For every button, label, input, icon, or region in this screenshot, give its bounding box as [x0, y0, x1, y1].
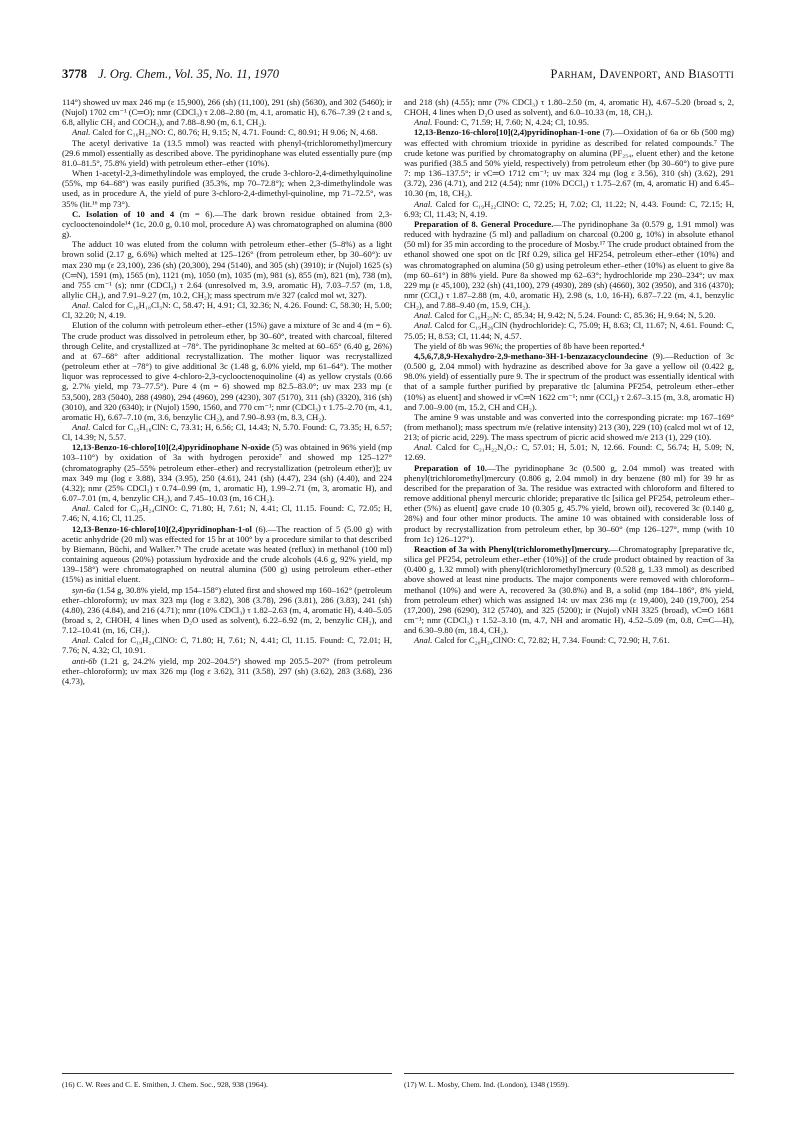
paragraph	[404, 127, 734, 198]
italic-text: Anal.	[72, 127, 91, 138]
paragraph	[404, 351, 734, 412]
header-left	[62, 64, 279, 84]
italic-text: Anal.	[414, 442, 433, 453]
body-text: 114°) showed uv max 246 mμ (ε 15,900), 266 (sh) (11,100), 291 (sh) (5630), and 302 (5460); ir (Nujol) 1702 cm⁻¹ (C═O); nmr (CDCl₃) τ 2.08–2.80 (m, 4.1, aromatic H), 6.76–7.39 (2 t and s, 6.8, allylic CH₂ and COCH₃), and 7.88–8.90 (m, 6.1, CH₂).	[62, 97, 392, 128]
body-text: The amine 9 was unstable and was converted into the corresponding picrate: mp 167–169° (from methanol); mass spectrum m/e (relative intensity) 213 (30), 229 (10) (calcd mol wt of 12, 213; of picric acid, 229). The mass spectrum of picric acid showed m/e 213 (1), 229 (10).	[404, 411, 734, 443]
bold-heading: C. Isolation of 10 and 4	[72, 208, 175, 219]
body-text: —The pyridinophane 3a (0.579 g, 1.91 mmol) was reduced with hydrazine (5 ml) and palladium on charcoal (0.200 g, 10%) in absolute ethanol (50 ml) for 35 min according to the procedure of Mosby.¹⁷ The crude product obtained from the ethanol showed one spot on tlc [Rf 0.29, silica gel HF254, petroleum ether–ether (10%) and was chromatographed on alumina (50 g) using petroleum ether–ether (10%) as eluent to give 8a (mp 60–61°) in 88% yield. Pure 8a showed mp 62–63°; hydrochloride mp 230–234°; uv max 229 mμ (ε 45,100), 232 (sh) (41,100), 279 (4930), 289 (sh) (4660), 302 (3950), and 316 (4370); nmr (CCl₄) τ 1.87–2.88 (m, 4.0, aromatic H), 2.98 (s, 1.0, 16-H), 6.87–7.22 (m, 4.1, benzylic CH₂), and 7.88–9.40 (m, 15.9, CH₂).	[404, 218, 734, 311]
footnote-right: (17) W. L. Mosby, Chem. Ind. (London), 1348 (1959).	[404, 1080, 570, 1089]
bold-heading: 4,5,6,7,8,9-Hexahydro-2,9-methano-3H-1-benzazacycloundecine	[414, 350, 648, 361]
footnote-rule-left	[62, 1073, 392, 1074]
italic-text: syn-6a	[72, 584, 95, 595]
italic-text: Anal.	[414, 117, 433, 128]
paragraph	[62, 503, 392, 523]
body-text: The acetyl derivative 1a (13.5 mmol) was reacted with phenyl-(trichloromethyl)mercury (29.6 mmol) essentially as described above. The pyridinophane was eluted essentially pure (mp 81.0–81.5°, 75.8% yield) with petroleum ether–ether (10%).	[62, 137, 392, 168]
body-text: (6).—The reaction of 5 (5.00 g) with acetic anhydride (20 ml) was effected for 15 hr at 100° by a procedure similar to that described by Biemann, Büchi, and Walker.⁷ᵇ The crude acetate was heated (reflux) in methanol (100 ml) containing aqueous (20%) potassium hydroxide and the crude alcohols (4.6 g, 92% yield, mp 139–158°) were chromatographed on neutral alumina (500 g) using petroleum ether–ether (15%) as initial eluent.	[62, 523, 392, 585]
journal-citation: J. Org. Chem., Vol. 35, No. 11, 1970	[98, 67, 280, 81]
body-text: (9).—Reduction of 3c (0.500 g, 2.04 mmol) with hydrazine as described above for 3a gave a yellow oil (0.422 g, 98.0% yield) of essentially pure 9. The ir spectrum of the product was essentially identical with that of a sample further purified by preparative tlc [alumina PF254, petroleum ether–ether (10%) as eluent] and showed ir νC═N 1622 cm⁻¹; nmr (CCl₄) τ 2.67–3.15 (m, 3.8, aromatic H) and 7.00–9.00 (m, 15.2, CH and CH₂).	[404, 350, 734, 412]
paragraph	[404, 341, 734, 351]
body-text: (7).—Oxidation of 6a or 6b (500 mg) was effected with chromium trioxide in pyridine as described for related compounds.⁷ The crude ketone was purified by chromatography on alumina (PF₂₅₄, eluent ether) and the ketone was purified (38.5 and 50% yield, respectively) from petroleum ether (bp 30–60°) to give pure 7: mp 136–137.5°; ir νC═O 1712 cm⁻¹; uv max 324 mμ (log ε 3.56), 310 (sh) (3.62), 291 (3.72), 236 (4.71), and 212 (4.54); nmr (10% DCCl₃) τ 1.75–2.67 (m, 4, aromatic H) and 6.45–10.30 (m, 18, CH₂).	[404, 127, 734, 199]
paragraph	[404, 199, 734, 219]
body-text: Calcd for C₁₉H₂₄ClNO: C, 71.80; H, 7.61; N, 4.41; Cl, 11.15. Found: C, 72.05; H, 7.46; N, 4.16; Cl, 11.25.	[62, 503, 392, 524]
italic-text: Anal.	[72, 300, 91, 311]
paragraph	[404, 635, 734, 645]
italic-text: Anal.	[414, 320, 433, 331]
paragraph	[62, 320, 392, 422]
body-text: When 1-acetyl-2,3-dimethylindole was employed, the crude 3-chloro-2,4-dimethylquinoline (55%, mp 64–68°) was easily purified (35.3%, mp 70–72.8°); when 2,3-dimethylindole was used, as in procedure A, the yield of pure 3-chloro-2,4-dimethyl-quinoline, mp 71–72.5°, was 35% (lit.¹⁶ mp 73°).	[62, 168, 392, 209]
body-text: (m = 6).—The dark brown residue obtained from 2,3-cyclooctenoindole¹⁴ (1c, 20.0 g, 0.10 mol, procedure A) was chromatographed on alumina (800 g).	[62, 208, 393, 240]
paragraph	[62, 138, 392, 168]
page-header	[62, 64, 734, 84]
body-text: (5) was obtained in 96% yield (mp 103–110°) by oxidation of 3a with hydrogen peroxide⁷ and showed mp 125–127° (chromatography (25–55% petroleum ether–ether) and recrystallization (petroleum ether)]; uv max 349 mμ (log ε 3.88), 334 (3.95), 250 (4.61), 241 (sh) (4.47), 234 (sh) (4.40), and 224 (4.32); nmr (25% CDCl₃) τ 0.74–0.99 (m, 1, aromatic H), 1.99–2.71 (m, 3, aromatic H), and 6.07–7.01 (m, 4, benzylic CH₂), and 7.45–10.03 (m, 16 CH₂).	[62, 442, 393, 504]
italic-text: Anal.	[414, 310, 433, 321]
bold-heading: Preparation of 8. General Procedure.	[414, 218, 554, 229]
paragraph	[62, 209, 392, 239]
body-text: Calcd for C₁₉H₂₆ClN (hydrochloride): C, 75.09; H, 8.63; Cl, 11.67; N, 4.61. Found: C, 75.05; H, 8.53; Cl, 11.44; N, 4.57.	[404, 320, 734, 341]
body-text: Calcd for C₁₆H₂₂NO: C, 80.76; H, 9.15; N, 4.71. Found: C, 80.91; H 9.06; N, 4.68.	[90, 127, 378, 138]
italic-text: Anal.	[414, 635, 433, 646]
paragraph	[404, 219, 734, 310]
bold-heading: 12,13-Benzo-16-chloro[10](2,4)pyridinophan-1-ol	[72, 523, 252, 534]
body-text: (1.54 g, 30.8% yield, mp 154–158°) eluted first and showed mp 160–162° (petroleum ether–chloroform); uv max 323 mμ (log ε 3.82), 308 (3.78), 296 (3.81), 286 (3.83), 241 (sh) (4.80), 236 (4.84), and 216 (4.71); nmr (10% CDCl₃) τ 1.82–2.63 (m, 4, aromatic H), 4.40–5.05 (broad s, 2, CHOH, 4 lines when D₂O used as solvent), 6.22–6.92 (m, 2, benzylic CH₂), and 7.12–10.41 (m, 16, CH₂).	[62, 584, 392, 636]
body-text: —The pyridinophane 3c (0.500 g, 2.04 mmol) was treated with phenyl(trichloromethyl)mercury (0.806 g, 2.04 mmol) in dry benzene (80 ml) for 39 hr as described for the preparation of 3a. The residue was extracted with chloroform and filtered to remove additional phenyl mercuric chloride; preparative tlc [silica gel PF254, petroleum ether–ether (5%) as eluent] gave crude 10 (0.305 g, 45.7% yield, brown oil), recovered 3c (0.140 g, 28%) and four other minor products. The amine 10 was obtained with considerable loss of product by recrystallization from petroleum ether, bp 30–60° (mp 126–127°, mmp (with 10 from 1c) 126–127°).	[404, 462, 734, 544]
paragraph-continued	[404, 97, 734, 117]
right-text-column	[404, 97, 734, 645]
bold-heading: 12,13-Benzo-16-chloro[10](2,4)pyridinophane N-oxide	[72, 442, 270, 453]
bold-heading: Reaction of 3a with Phenyl(trichloromethyl)mercury.	[414, 543, 610, 554]
paragraph	[62, 127, 392, 137]
body-text: Elution of the column with petroleum ether–ether (15%) gave a mixture of 3c and 4 (m = 6). The crude product was dissolved in petroleum ether, bp 30–60°, treated with charcoal, filtered through Celite, and crystallized at −78°. The pyridinophane 3c melted at 60–65° (6.40 g, 26%) and at 67–68° after additional recrystallization. The mother liquor was recrystallized (petroleum ether at −78°) to give additional 3c (1.48 g, 6.0% yield, mp 61–64°). The mother liquor was reprocessed to give 4-chloro-2,3-cyclooctenoquinoline (4) as yellow crystals (0.66 g, 2.7% yield, mp 73–77.5°). Pure 4 (m = 6) showed mp 82.5–83.0°; uv max 233 mμ (ε 53,500), 283 (5040), 288 (4980), 294 (4960), 299 (4230), 307 (5170), 311 (sh) (3320), 316 (sh) (3010), and 320 (6340); ir (Nujol) 1590, 1560, and 770 cm⁻¹; nmr (CDCl₃) τ 1.75–2.70 (m, 4.1, aromatic H), 6.67–7.10 (m, 3.6, benzylic CH₂), and 7.90–8.93 (m, 8.3, CH₂).	[62, 320, 392, 422]
body-text: Calcd for C₁₉H₂₅N: C, 85.34; H, 9.42; N, 5.24. Found: C, 85.36; H, 9.64; N, 5.20.	[432, 310, 716, 321]
paragraph	[62, 656, 392, 686]
body-text: Calcd for C₂₀H₂₄ClNO: C, 72.82; H, 7.34. Found: C, 72.90; H, 7.61.	[432, 635, 670, 646]
body-text: Calcd for C₁₉H₂₄ClNO: C, 71.80; H, 7.61; N, 4.41; Cl, 11.15. Found: C, 72.01; H, 7.76; N, 4.32; Cl, 10.91.	[62, 635, 392, 656]
paragraph	[62, 442, 392, 503]
paragraph-continued	[62, 97, 392, 127]
body-text: (1.21 g, 24.2% yield, mp 202–204.5°) showed mp 205.5–207° (from petroleum ether–chloroform); uv max 326 mμ (log ε 3.62), 311 (3.58), 297 (sh) (3.62), 283 (3.68), 236 (4.73),	[62, 655, 392, 686]
paragraph	[62, 168, 392, 209]
italic-text: Anal.	[72, 635, 91, 646]
paragraph	[62, 300, 392, 320]
footnote-left: (16) C. W. Rees and C. E. Smithen, J. Chem. Soc., 928, 938 (1964).	[62, 1080, 268, 1089]
body-text: Calcd for C₁₉H₂₂ClNO: C, 72.25; H, 7.02; Cl, 11.22; N, 4.43. Found: C, 72.15; H, 6.93; Cl, 11.43; N, 4.19.	[404, 198, 734, 219]
paragraph	[62, 585, 392, 636]
paragraph	[404, 463, 734, 544]
italic-text: Anal.	[72, 422, 91, 432]
paragraph	[404, 442, 734, 462]
bold-heading: Preparation of 10.	[414, 462, 487, 473]
paragraph	[404, 117, 734, 127]
bold-heading: 12,13-Benzo-16-chloro[10](2,4)pyridinophan-1-one	[414, 127, 601, 138]
body-text: —Chromatography [preparative tlc, silica gel PF254, petroleum ether–ether (10%)] of the crude product obtained by reaction of 3a (0.400 g, 1.32 mmol) with phenyl(trichloromethyl)mercury (0.528 g, 1.33 mmol) as described above showed at least nine products. The major components were removed with chloroform–methanol (10%) and were A, recovered 3a (30.8%) and B, a solid (mp 184–186°, 8% yield, from petroleum ether) which was assigned 14: uv max 236 mμ (ε 19,400), 240 (19,700), 254 (17,200), 298 (6290), 312 (5740), and 325 (5200); ir (Nujol) νNH 3325 (broad), νC═O 1681 cm⁻¹; nmr (CDCl₃) τ 1.52–3.10 (m, 4.7, NH and aromatic H), 4.52–5.09 (m, 0.8, C═C—H), and 6.30–9.80 (m, 18.4, CH₂).	[404, 543, 734, 636]
paragraph	[62, 239, 392, 300]
paragraph	[404, 412, 734, 442]
page-number: 3778	[62, 67, 87, 81]
paragraph	[62, 524, 392, 585]
paragraph	[404, 544, 734, 635]
body-text: The adduct 10 was eluted from the column with petroleum ether–ether (5–8%) as a light brown solid (2.17 g, 6.6%) which melted at 125–126° (from petroleum ether, bp 30–60°): uv max 230 mμ (ε 23,100), 236 (sh) (20,300), 294 (5140), and 305 (sh) (3910); ir (Nujol) 1625 (s) (C═N), 1591 (m), 1565 (m), 1121 (m), 1050 (m), 1035 (m), 981 (s), 855 (m), 821 (m), 738 (m), and 755 cm⁻¹ (s); nmr (CDCl₃) τ 2.64 (unresolved m, 3.9, aromatic H), 7.03–7.57 (m, 1.8, allylic CH₂), and 7.91–9.27 (m, 10.2, CH₂); mass spectrum m/e 327 (calcd mol wt, 327).	[62, 239, 392, 300]
body-text: Calcd for C₁₆H₁₈Cl₃N: C, 58.47; H, 4.91; Cl, 32.36; N, 4.26. Found: C, 58.30; H, 5.00; Cl, 32.20; N, 4.19.	[62, 300, 392, 321]
footnote-rule-right	[404, 1073, 734, 1074]
body-text: Calcd for C₁₅H₁₆ClN: C, 73.31; H, 6.56; Cl, 14.43; N, 5.70. Found: C, 73.35; H, 6.57; Cl, 14.39; N, 5.57.	[62, 422, 392, 443]
body-text: and 218 (sh) (4.55); nmr (7% CDCl₃) τ 1.80–2.50 (m, 4, aromatic H), 4.67–5.20 (broad s, 2, CHOH, 4 lines when D₂O used as solvent), and 6.0–10.33 (m, 18, CH₂).	[404, 97, 734, 118]
italic-text: Anal.	[72, 503, 91, 514]
paragraph	[62, 422, 392, 442]
body-text: The yield of 8b was 96%; the properties of 8b have been reported.⁴	[414, 340, 645, 351]
italic-text: Anal.	[414, 198, 433, 209]
paragraph	[404, 320, 734, 340]
paragraph	[62, 635, 392, 655]
author-running-head: Parham, Davenport, and Biasotti	[550, 67, 734, 81]
left-text-column	[62, 97, 392, 686]
body-text: Found: C, 71.59; H, 7.60; N, 4.24; Cl, 10.95.	[432, 117, 589, 128]
paragraph	[404, 310, 734, 320]
body-text: Calcd for C₂₁H₂₂N₄O₇: C, 57.01; H, 5.01; N, 12.66. Found: C, 56.74; H, 5.09; N, 12.69.	[404, 442, 734, 463]
italic-text: anti-6b	[72, 655, 97, 666]
